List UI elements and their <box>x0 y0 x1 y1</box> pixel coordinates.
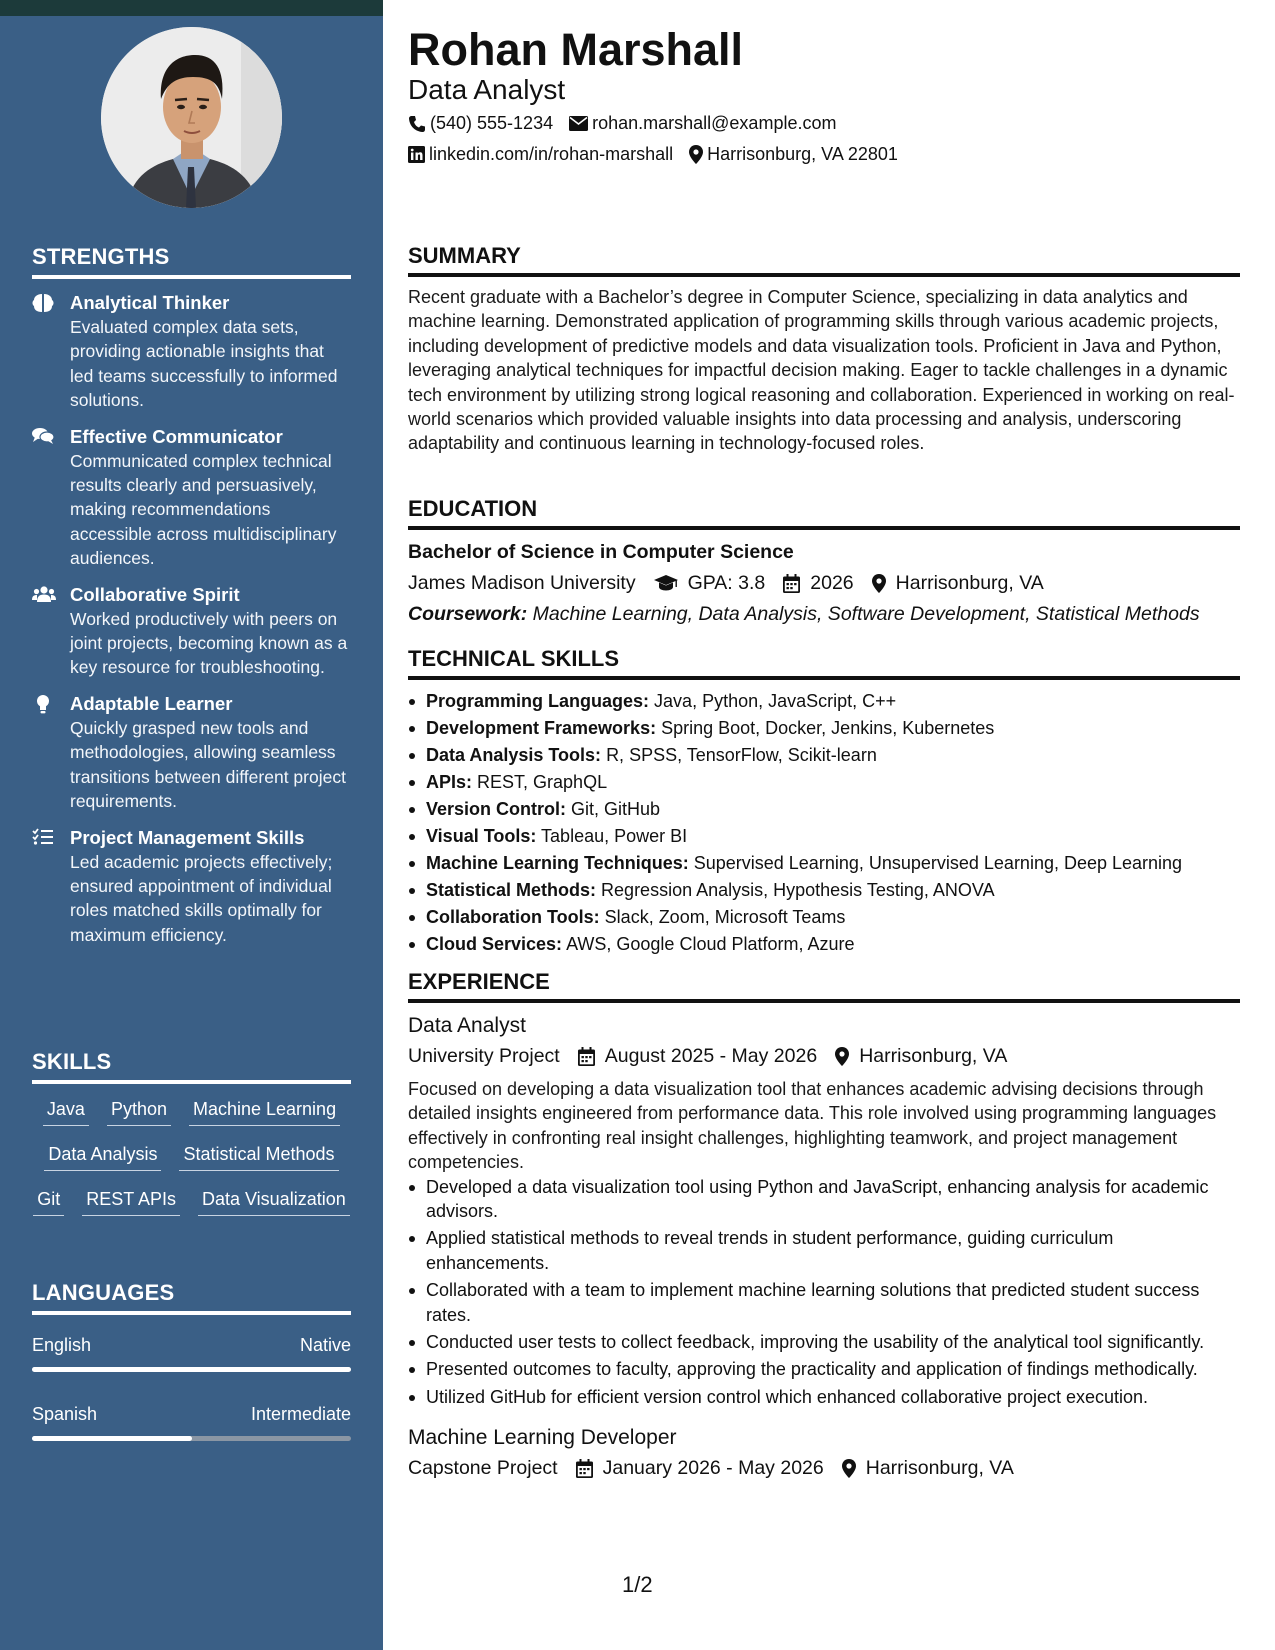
job-bullets <box>408 1175 1240 1410</box>
skill-category: Collaboration Tools: <box>426 907 600 927</box>
page-number: 1/2 <box>622 1572 653 1597</box>
strength-title: Adaptable Learner <box>70 692 233 714</box>
language-item <box>32 1333 351 1372</box>
languages-section <box>32 1280 351 1471</box>
sidebar <box>0 0 383 1650</box>
strength-desc: Evaluated complex data sets, providing actionable insights that led teams successfully to informed solutions. <box>70 317 338 411</box>
users-icon <box>32 583 70 680</box>
summary-heading: SUMMARY <box>408 243 1240 277</box>
phone-text: (540) 555-1234 <box>430 113 554 133</box>
skill-values: Java, Python, JavaScript, C++ <box>654 691 897 711</box>
education-heading: EDUCATION <box>408 496 1240 530</box>
phone-icon <box>408 115 426 133</box>
graduation-cap-icon <box>654 575 678 592</box>
map-pin-icon <box>835 1047 849 1066</box>
skill-row <box>32 1186 351 1231</box>
job-dates-item <box>576 1453 824 1483</box>
location-text: Harrisonburg, VA 22801 <box>707 144 898 164</box>
job-org: Capstone Project <box>408 1457 558 1480</box>
list-item <box>408 742 1240 769</box>
year-text: 2026 <box>810 572 854 594</box>
skill-values: REST, GraphQL <box>477 772 608 792</box>
technical-skills-section <box>408 646 1240 958</box>
envelope-icon <box>569 116 588 131</box>
technical-skills-list <box>408 688 1240 958</box>
strength-item <box>32 291 351 413</box>
linkedin-text: linkedin.com/in/rohan-marshall <box>429 144 674 164</box>
skill-category: APIs: <box>426 772 473 792</box>
coursework-label: Coursework: <box>408 603 528 625</box>
linkedin-contact[interactable] <box>408 144 673 165</box>
strengths-heading: STRENGTHS <box>32 244 351 279</box>
skill-tag: Statistical Methods <box>179 1141 338 1171</box>
list-check-icon <box>32 826 70 948</box>
strength-item <box>32 583 351 680</box>
lightbulb-icon <box>32 692 70 814</box>
job-location: Harrisonburg, VA <box>865 1457 1014 1480</box>
strength-desc: Communicated complex technical results clearly and persuasively, making recommendations accessible across multidisciplinary audiences. <box>70 450 337 569</box>
language-bar <box>32 1367 351 1372</box>
skill-tag: Java <box>43 1096 89 1126</box>
skill-values: Tableau, Power BI <box>541 826 688 846</box>
language-name: Spanish <box>32 1404 98 1424</box>
skill-values: AWS, Google Cloud Platform, Azure <box>566 934 855 954</box>
language-bar-fill <box>32 1367 351 1372</box>
skill-values: Supervised Learning, Unsupervised Learning, Deep Learning <box>693 853 1183 873</box>
summary-text: Recent graduate with a Bachelor’s degree in Computer Science, specializing in data analytics and machine learning. Demonstrated application of programming skills through various academic projects, including development of predictive models and data visualization tools. Proficient in Java and Python, leveraging analytical techniques for impactful decision making. Eager to tackle challenges in a dynamic tech environment by utilizing strong logical reasoning and collaboration. Experienced in working on real-world scenarios which provided valuable insights into data processing and analysis, underscoring adaptability and continuous learning in technology-focused roles. <box>408 287 1235 454</box>
job-location-item <box>842 1453 1014 1483</box>
gpa-item <box>654 568 766 598</box>
skill-tag: Git <box>33 1186 64 1216</box>
job-dates-item <box>578 1041 817 1071</box>
strength-title: Project Management Skills <box>70 826 305 848</box>
year-item <box>783 568 853 598</box>
candidate-role: Data Analyst <box>408 74 566 105</box>
contact-line <box>408 113 852 134</box>
experience-entry <box>408 1011 1240 1409</box>
language-bar <box>32 1436 351 1441</box>
language-level: Intermediate <box>250 1404 351 1424</box>
skill-category: Version Control: <box>426 799 567 819</box>
language-name: English <box>32 1335 92 1355</box>
strengths-section <box>32 244 351 959</box>
education-meta <box>408 568 1240 598</box>
map-pin-icon <box>842 1459 856 1478</box>
experience-section <box>408 969 1240 1483</box>
email-contact[interactable] <box>569 113 836 134</box>
language-item <box>32 1402 351 1441</box>
list-item: Conducted user tests to collect feedback, improving the usability of the analytical tool significantly. <box>408 1330 1240 1354</box>
list-item <box>408 850 1240 877</box>
job-dates: August 2025 - May 2026 <box>604 1045 818 1067</box>
linkedin-icon <box>408 146 425 163</box>
experience-heading: EXPERIENCE <box>408 969 1240 1003</box>
candidate-name: Rohan Marshall <box>408 24 744 75</box>
skills-section <box>32 1049 351 1231</box>
skill-values: R, SPSS, TensorFlow, Scikit-learn <box>606 745 877 765</box>
location-contact <box>689 144 898 165</box>
list-item <box>408 931 1240 958</box>
job-dates: January 2026 - May 2026 <box>602 1457 824 1480</box>
edu-location-text: Harrisonburg, VA <box>895 572 1044 594</box>
job-meta <box>408 1453 1240 1483</box>
education-section <box>408 496 1240 629</box>
list-item <box>408 904 1240 931</box>
comments-icon <box>32 425 70 571</box>
skill-category: Data Analysis Tools: <box>426 745 602 765</box>
skill-category: Programming Languages: <box>426 691 650 711</box>
skill-row <box>32 1141 351 1186</box>
profile-photo <box>101 27 282 208</box>
list-item <box>408 877 1240 904</box>
languages-heading: LANGUAGES <box>32 1280 351 1315</box>
strength-title: Collaborative Spirit <box>70 583 240 605</box>
skill-tag: Data Analysis <box>44 1141 161 1171</box>
skill-category: Statistical Methods: <box>426 880 597 900</box>
edu-location-item <box>872 568 1044 598</box>
list-item: Presented outcomes to faculty, approving the practicality and application of findings methodically. <box>408 1357 1240 1381</box>
skill-values: Slack, Zoom, Microsoft Teams <box>604 907 846 927</box>
skill-tag: Python <box>107 1096 171 1126</box>
calendar-icon <box>576 1459 593 1478</box>
skill-row <box>32 1096 351 1141</box>
map-pin-icon <box>872 574 886 593</box>
skill-category: Development Frameworks: <box>426 718 657 738</box>
experience-entry <box>408 1423 1240 1483</box>
list-item <box>408 715 1240 742</box>
strength-desc: Quickly grasped new tools and methodologies, allowing seamless transitions between different project requirements. <box>70 717 346 812</box>
brain-icon <box>32 291 70 413</box>
skill-category: Visual Tools: <box>426 826 537 846</box>
list-item <box>408 688 1240 715</box>
gpa-text: GPA: 3.8 <box>687 572 766 594</box>
coursework <box>408 599 1240 629</box>
email-text: rohan.marshall@example.com <box>592 113 837 133</box>
school-name: James Madison University <box>408 572 636 594</box>
list-item: Utilized GitHub for efficient version control which enhanced collaborative project execution. <box>408 1385 1240 1409</box>
job-location: Harrisonburg, VA <box>859 1045 1008 1067</box>
list-item: Collaborated with a team to implement machine learning solutions that predicted student success rates. <box>408 1278 1240 1327</box>
job-description: Focused on developing a data visualization tool that enhances academic advising decisions through detailed insights engineered from performance data. This role involved using programming languages effectively in confronting real insight challenges, highlighting teamwork, and project management competencies. <box>408 1079 1217 1173</box>
job-title: Data Analyst <box>408 1014 526 1037</box>
skill-category: Machine Learning Techniques: <box>426 853 689 873</box>
skill-values: Git, GitHub <box>571 799 661 819</box>
skill-tag: Machine Learning <box>189 1096 340 1126</box>
skill-tag: Data Visualization <box>198 1186 350 1216</box>
summary-section <box>408 243 1240 456</box>
job-org: University Project <box>408 1045 560 1067</box>
sidebar-top-bar <box>0 0 383 16</box>
strength-title: Effective Communicator <box>70 425 283 447</box>
language-bar-fill <box>32 1436 192 1441</box>
job-location-item <box>835 1041 1007 1071</box>
technical-skills-heading: TECHNICAL SKILLS <box>408 646 1240 680</box>
skill-values: Spring Boot, Docker, Jenkins, Kubernetes <box>661 718 995 738</box>
coursework-text: Machine Learning, Data Analysis, Software Development, Statistical Methods <box>532 603 1200 625</box>
job-meta <box>408 1041 1240 1071</box>
strength-title: Analytical Thinker <box>70 292 230 313</box>
skills-heading: SKILLS <box>32 1049 351 1084</box>
language-level: Native <box>299 1335 351 1355</box>
list-item: Applied statistical methods to reveal trends in student performance, guiding curriculum enhancements. <box>408 1226 1240 1275</box>
list-item <box>408 796 1240 823</box>
strength-desc: Led academic projects effectively; ensured appointment of individual roles matched skills optimally for maximum efficiency. <box>70 851 333 945</box>
map-pin-icon <box>689 145 703 164</box>
list-item <box>408 769 1240 796</box>
calendar-icon <box>783 574 800 593</box>
skill-tag: REST APIs <box>82 1186 180 1216</box>
calendar-icon <box>578 1047 595 1066</box>
strength-desc: Worked productively with peers on joint projects, becoming known as a key resource for troubleshooting. <box>70 608 348 678</box>
strength-item <box>32 425 351 571</box>
list-item <box>408 823 1240 850</box>
phone-contact <box>408 113 553 134</box>
skill-values: Regression Analysis, Hypothesis Testing, ANOVA <box>601 880 995 900</box>
skill-category: Cloud Services: <box>426 934 563 954</box>
job-title: Machine Learning Developer <box>408 1426 677 1450</box>
contact-line <box>408 144 914 165</box>
strength-item <box>32 826 351 948</box>
strength-item <box>32 692 351 814</box>
degree-title: Bachelor of Science in Computer Science <box>408 541 794 563</box>
list-item: Developed a data visualization tool using Python and JavaScript, enhancing analysis for academic advisors. <box>408 1175 1240 1224</box>
